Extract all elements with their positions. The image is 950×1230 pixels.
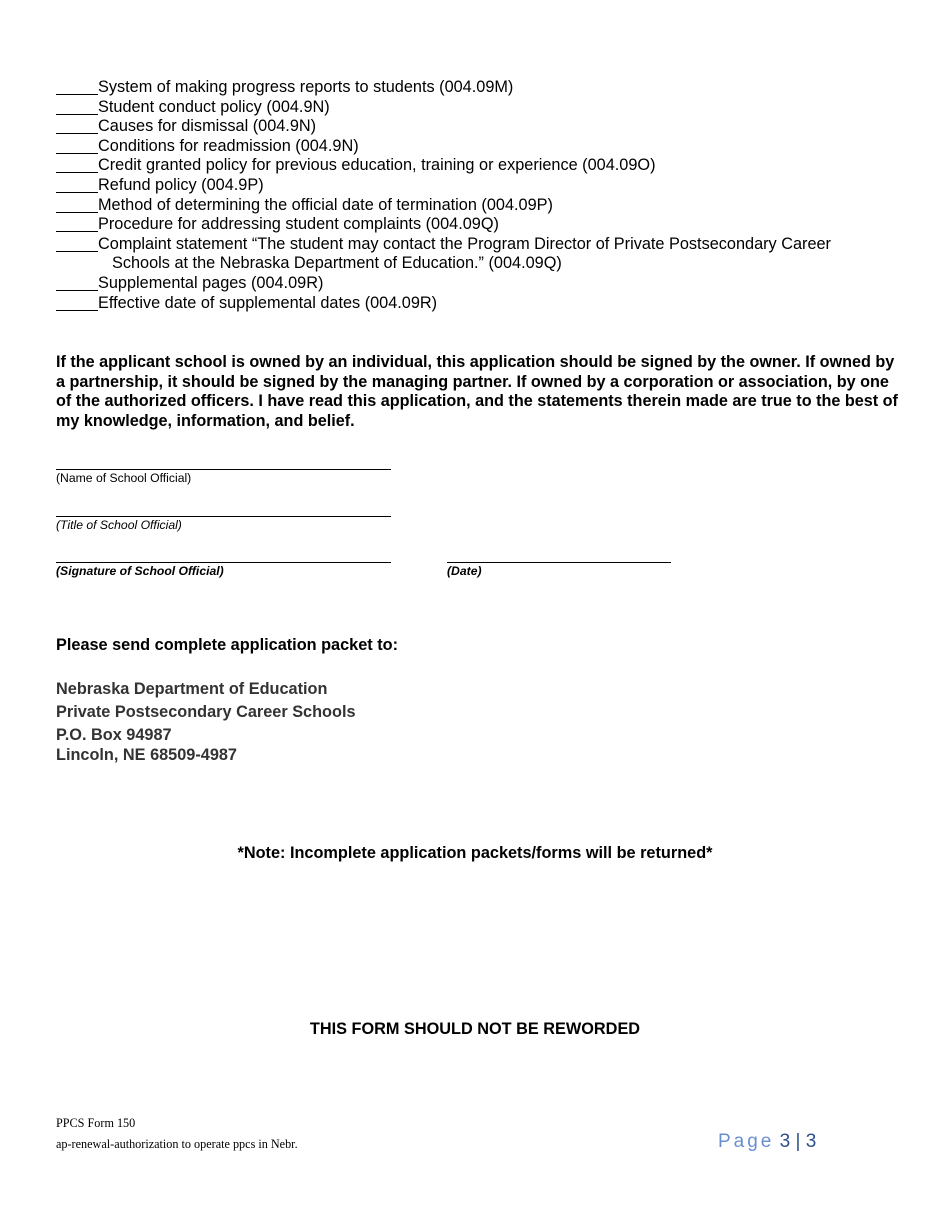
send-to-heading: Please send complete application packet to: (56, 636, 399, 654)
checklist-item-text: Effective date of supplemental dates (004.09R) (98, 293, 438, 312)
address-org: Nebraska Department of Education (56, 680, 328, 698)
page-word: Page (718, 1131, 775, 1152)
checklist-item-text (98, 235, 916, 274)
checklist-item (56, 196, 916, 216)
checklist-item-text: Causes for dismissal (004.9N) (98, 117, 317, 136)
checklist-item (56, 78, 916, 98)
page-number (718, 1131, 816, 1153)
check-blank[interactable] (56, 176, 98, 193)
name-signature-line[interactable] (56, 469, 391, 470)
checklist-item (56, 117, 916, 137)
check-blank[interactable] (56, 137, 98, 154)
checklist-item (56, 215, 916, 235)
checklist-item-text: Procedure for addressing student complaints (004.09Q) (98, 215, 499, 234)
signature-label: (Signature of School Official) (56, 564, 224, 578)
signing-statement: If the applicant school is owned by an individual, this application should be signed by the owner. If owned by a partnership, it should be signed by the managing partner. If owned by a corporation or association, by one of the authorized officers. I have read this application, and the statements therein made are true to the best of my knowledge, information, and belief. (56, 353, 898, 431)
address-city: Lincoln, NE 68509-4987 (56, 746, 237, 764)
signature-line[interactable] (56, 562, 391, 563)
check-blank[interactable] (56, 98, 98, 115)
complaint-statement-line1: Complaint statement “The student may contact the Program Director of Private Postsecondary Career (98, 234, 831, 253)
check-blank[interactable] (56, 156, 98, 173)
title-label: (Title of School Official) (56, 518, 182, 532)
checklist-item (56, 274, 916, 294)
checklist-item-text: Method of determining the official date of termination (004.09P) (98, 195, 553, 214)
checklist-item-text: Credit granted policy for previous education, training or experience (004.09O) (98, 156, 656, 175)
checklist-item (56, 156, 916, 176)
address-po-box: P.O. Box 94987 (56, 726, 172, 744)
incomplete-note: *Note: Incomplete application packets/forms will be returned* (237, 844, 713, 862)
checklist-item (56, 137, 916, 157)
check-blank[interactable] (56, 78, 98, 95)
page-current: 3 (779, 1131, 791, 1152)
footer-form-id: PPCS Form 150 (56, 1116, 136, 1130)
check-blank[interactable] (56, 274, 98, 291)
checklist-item-text: Conditions for readmission (004.9N) (98, 136, 359, 155)
check-blank[interactable] (56, 294, 98, 311)
checklist-item (56, 98, 916, 118)
checklist-item (56, 235, 916, 274)
checklist-item-text: System of making progress reports to students (004.09M) (98, 78, 514, 96)
address-dept: Private Postsecondary Career Schools (56, 703, 356, 721)
check-blank[interactable] (56, 196, 98, 213)
checklist-item-text: Supplemental pages (004.09R) (98, 273, 324, 292)
complaint-statement-line2: Schools at the Nebraska Department of Education.” (004.09Q) (112, 254, 562, 273)
checklist-item (56, 176, 916, 196)
title-signature-line[interactable] (56, 516, 391, 517)
name-label: (Name of School Official) (56, 471, 192, 485)
footer-file-name: ap-renewal-authorization to operate ppcs in Nebr. (56, 1137, 298, 1151)
checklist-item-text: Refund policy (004.9P) (98, 175, 264, 194)
requirements-checklist (56, 78, 916, 313)
page-separator: | (795, 1131, 801, 1152)
check-blank[interactable] (56, 215, 98, 232)
reword-notice: THIS FORM SHOULD NOT BE REWORDED (309, 1020, 641, 1038)
checklist-item (56, 294, 916, 314)
check-blank[interactable] (56, 117, 98, 134)
check-blank[interactable] (56, 235, 98, 252)
date-label: (Date) (447, 564, 482, 578)
date-line[interactable] (447, 562, 671, 563)
checklist-item-text: Student conduct policy (004.9N) (98, 97, 330, 116)
page-total: 3 (805, 1131, 817, 1152)
